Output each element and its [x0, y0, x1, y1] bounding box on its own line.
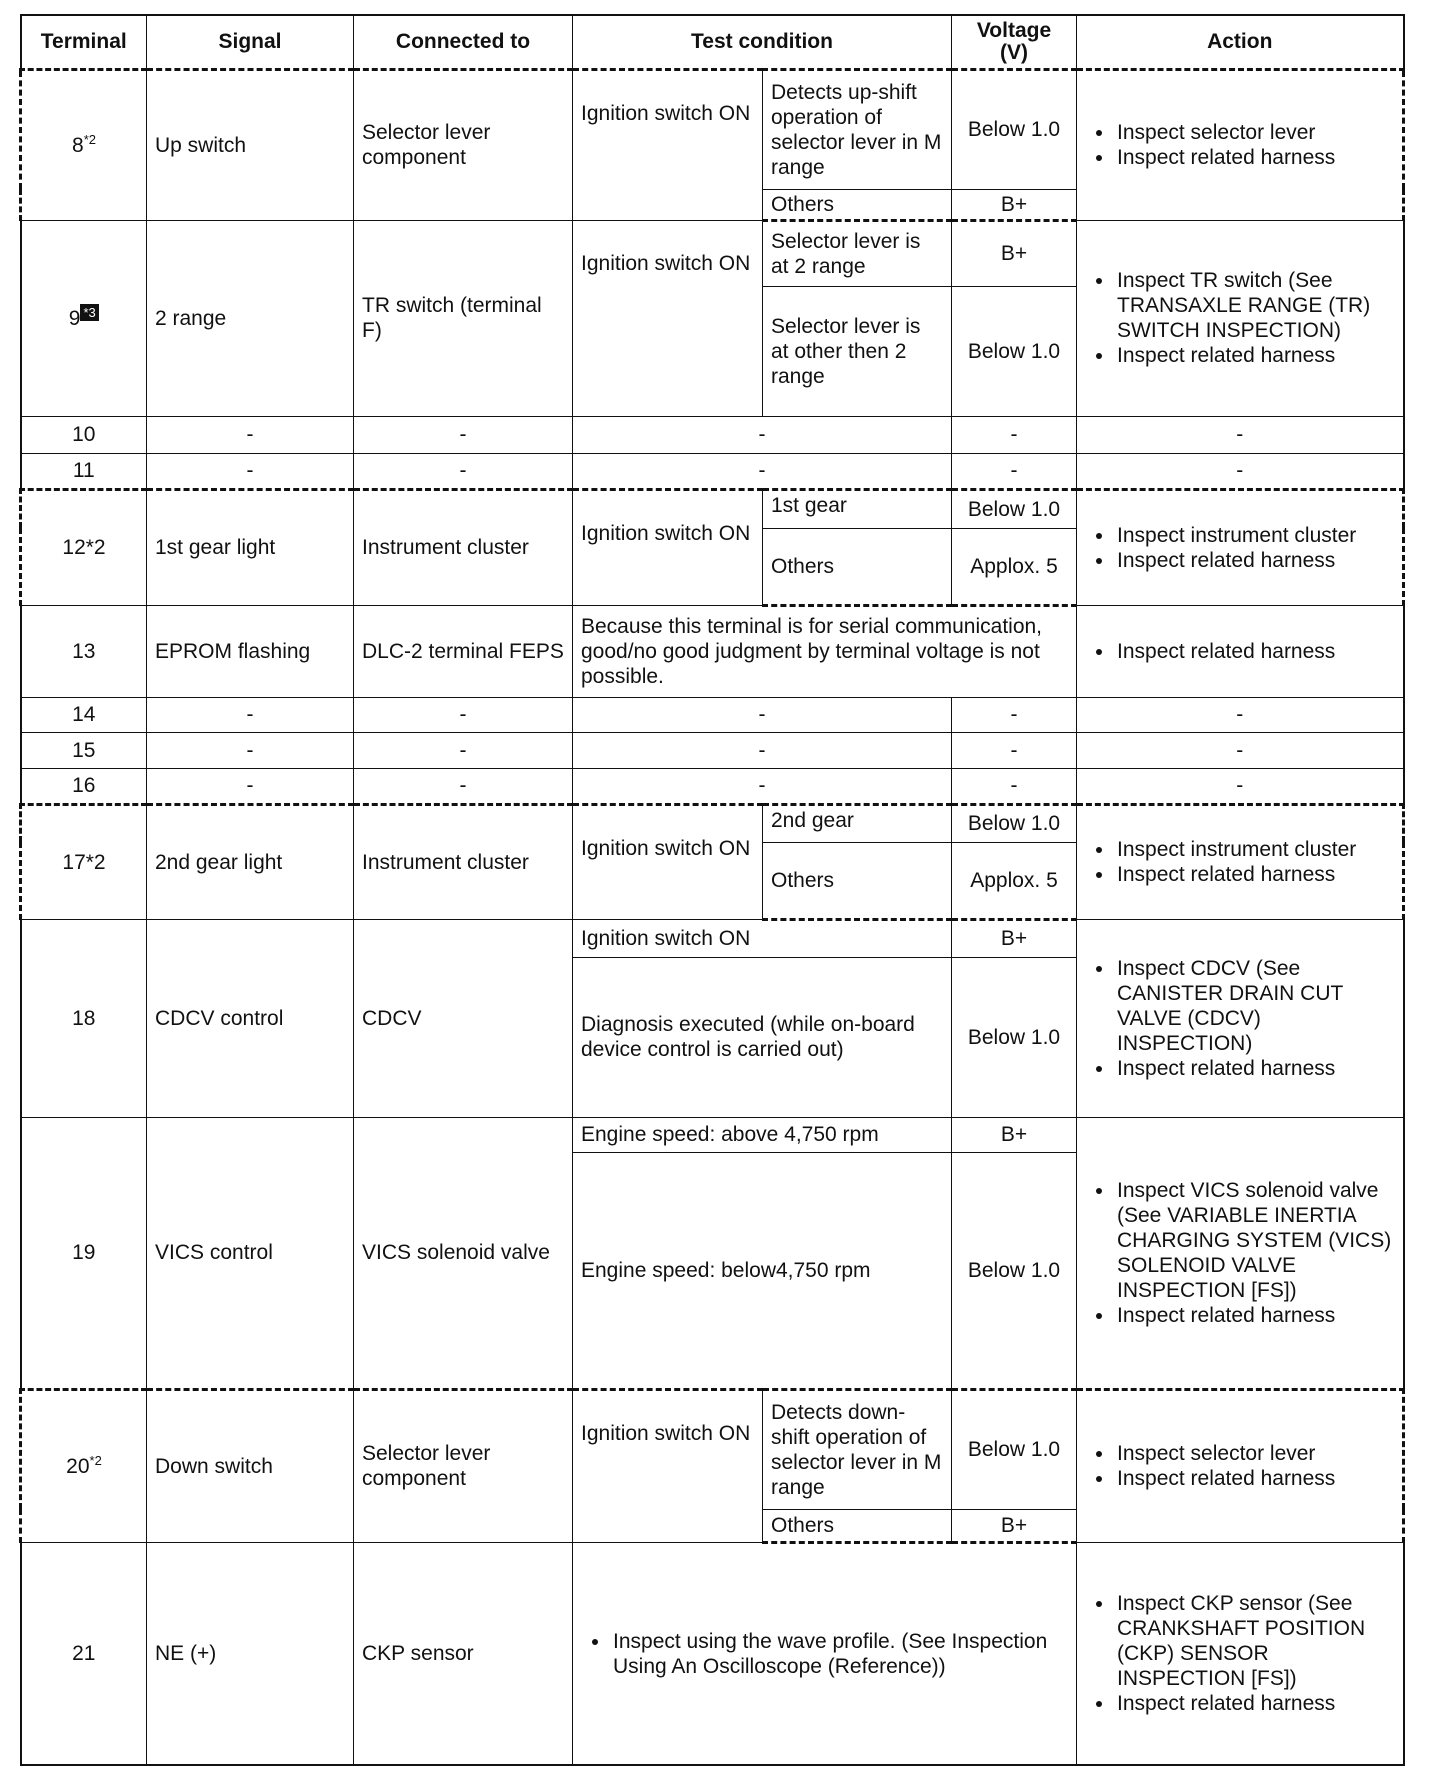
signal-cell: - [147, 416, 354, 453]
terminal-footnote: *2 [89, 1452, 102, 1468]
terminal-cell [21, 1389, 147, 1542]
action-item: • Inspect related harness [1115, 1466, 1394, 1491]
connected-to-cell: Selector lever component [354, 1389, 573, 1542]
terminal-number: 19 [72, 1241, 96, 1264]
signal-cell: VICS control [147, 1117, 354, 1389]
voltage-cell: Below 1.0 [952, 1152, 1077, 1389]
terminal-cell [21, 1542, 147, 1765]
terminal-number: 13 [72, 639, 96, 663]
test-condition-cell: Ignition switch ON [573, 1389, 763, 1542]
signal-cell: - [147, 732, 354, 768]
signal-cell: 2 range [147, 220, 354, 416]
test-condition-cell: Ignition switch ON [573, 220, 763, 416]
signal-cell: - [147, 697, 354, 732]
table-row [21, 416, 1404, 453]
connected-to-cell: - [354, 453, 573, 489]
terminal-footnote: *2 [83, 131, 96, 147]
action-cell: - [1077, 453, 1404, 489]
test-condition-cell: Ignition switch ON [573, 804, 763, 919]
table-row [21, 220, 1404, 286]
table-row [21, 1389, 1404, 1509]
voltage-cell: B+ [952, 189, 1077, 220]
action-item: • Inspect CKP sensor (See CRANKSHAFT POSITION (CKP) SENSOR INSPECTION [FS]) [1115, 1591, 1395, 1691]
terminal-number: 16 [72, 774, 96, 797]
voltage-cell: Below 1.0 [952, 489, 1077, 528]
sub-condition-cell: - [573, 697, 952, 732]
signal-cell: - [147, 768, 354, 804]
voltage-cell: - [952, 416, 1077, 453]
action-cell [1077, 605, 1404, 697]
action-item: • Inspect instrument cluster [1115, 837, 1394, 862]
terminal-cell [21, 605, 147, 697]
action-item: • Inspect CDCV (See CANISTER DRAIN CUT VALVE (CDCV) INSPECTION) [1115, 956, 1395, 1056]
terminal-number: 9 [68, 306, 81, 330]
connected-to-cell: - [354, 768, 573, 804]
terminal-cell [21, 489, 147, 605]
sub-condition-cell: 1st gear [763, 489, 952, 528]
action-cell [1077, 69, 1404, 220]
terminal-number: 18 [72, 1006, 96, 1030]
terminal-cell [21, 697, 147, 732]
action-item: • Inspect selector lever [1115, 1441, 1394, 1466]
action-item: • Inspect instrument cluster [1115, 523, 1394, 548]
note-list [581, 1629, 1068, 1679]
note-item: • Inspect using the wave profile. (See Inspection Using An Oscilloscope (Reference)) [611, 1629, 1068, 1679]
signal-cell: CDCV control [147, 919, 354, 1117]
terminal-cell [21, 804, 147, 919]
table-row [21, 732, 1404, 768]
terminal-cell [21, 1117, 147, 1389]
terminal-cell [21, 453, 147, 489]
sub-condition-cell: Engine speed: above 4,750 rpm [573, 1117, 952, 1152]
action-cell [1077, 1542, 1404, 1765]
terminal-number: 15 [72, 738, 96, 762]
sub-condition-cell: - [573, 453, 952, 489]
action-item: • Inspect related harness [1115, 862, 1394, 887]
header-row [21, 15, 1404, 69]
action-list [1085, 837, 1394, 887]
action-list [1085, 1591, 1395, 1716]
test-condition-note: Because this terminal is for serial communication, good/no good judgment by terminal voltage is not possible. [573, 605, 1077, 697]
voltage-cell: Applox. 5 [952, 842, 1077, 919]
action-cell: - [1077, 697, 1404, 732]
action-cell [1077, 804, 1404, 919]
action-list [1085, 120, 1394, 170]
action-list [1085, 639, 1395, 664]
voltage-cell: Applox. 5 [952, 528, 1077, 605]
voltage-cell: Below 1.0 [952, 286, 1077, 416]
action-item: • Inspect related harness [1115, 1303, 1395, 1328]
signal-cell: EPROM flashing [147, 605, 354, 697]
action-item: • Inspect related harness [1115, 639, 1395, 664]
terminal-number: 10 [72, 423, 96, 446]
sub-condition-cell: Others [763, 189, 952, 220]
action-item: • Inspect related harness [1115, 1691, 1395, 1716]
terminal-cell [21, 69, 147, 220]
sub-condition-cell: Others [763, 1509, 952, 1542]
table-row [21, 489, 1404, 528]
table-row [21, 804, 1404, 842]
voltage-cell: - [952, 732, 1077, 768]
action-item: • Inspect TR switch (See TRANSAXLE RANGE (TR) SWITCH INSPECTION) [1115, 268, 1395, 343]
action-cell [1077, 489, 1404, 605]
sub-condition-cell: - [573, 768, 952, 804]
terminal-number: 12*2 [62, 536, 106, 559]
terminal-cell [21, 732, 147, 768]
terminal-number: 20 [66, 1454, 90, 1478]
voltage-cell: B+ [952, 220, 1077, 286]
table-row [21, 768, 1404, 804]
header-voltage: Voltage (V) [952, 15, 1077, 69]
table-row [21, 1542, 1404, 1765]
test-condition-cell: Ignition switch ON [573, 69, 763, 220]
action-item: • Inspect VICS solenoid valve (See VARIABLE INERTIA CHARGING SYSTEM (VICS) SOLENOID VALVE INSPECTION [FS]) [1115, 1178, 1395, 1303]
table-row [21, 69, 1404, 189]
voltage-cell: Below 1.0 [952, 957, 1077, 1117]
voltage-cell: - [952, 768, 1077, 804]
voltage-cell: B+ [952, 919, 1077, 957]
connected-to-cell: Instrument cluster [354, 489, 573, 605]
signal-cell: 1st gear light [147, 489, 354, 605]
table-row [21, 605, 1404, 697]
terminal-footnote: *3 [80, 304, 98, 321]
terminal-cell [21, 919, 147, 1117]
connected-to-cell: DLC-2 terminal FEPS [354, 605, 573, 697]
table-row [21, 919, 1404, 957]
signal-cell: NE (+) [147, 1542, 354, 1765]
connected-to-cell: VICS solenoid valve [354, 1117, 573, 1389]
sub-condition-cell: Detects up-shift operation of selector lever in M range [763, 69, 952, 189]
signal-cell: - [147, 453, 354, 489]
voltage-cell: Below 1.0 [952, 69, 1077, 189]
sub-condition-cell: Engine speed: below4,750 rpm [573, 1152, 952, 1389]
action-item: • Inspect related harness [1115, 145, 1394, 170]
action-cell: - [1077, 768, 1404, 804]
terminal-number: 17*2 [62, 850, 106, 874]
connected-to-cell: - [354, 416, 573, 453]
sub-condition-cell: Others [763, 842, 952, 919]
sub-condition-cell: Selector lever is at 2 range [763, 220, 952, 286]
connected-to-cell: Instrument cluster [354, 804, 573, 919]
voltage-cell: Below 1.0 [952, 1389, 1077, 1509]
sub-condition-cell: Diagnosis executed (while on-board device control is carried out) [573, 957, 952, 1117]
action-cell [1077, 919, 1404, 1117]
voltage-cell: Below 1.0 [952, 804, 1077, 842]
connected-to-cell: TR switch (terminal F) [354, 220, 573, 416]
sub-condition-cell: Selector lever is at other then 2 range [763, 286, 952, 416]
sub-condition-cell: Detects down-shift operation of selector lever in M range [763, 1389, 952, 1509]
signal-cell: Up switch [147, 69, 354, 220]
voltage-cell: B+ [952, 1509, 1077, 1542]
action-list [1085, 1178, 1395, 1328]
terminal-cell [21, 416, 147, 453]
header-connected-to: Connected to [354, 15, 573, 69]
header-terminal: Terminal [21, 15, 147, 69]
action-list [1085, 268, 1395, 368]
terminal-number: 21 [72, 1641, 96, 1665]
table-row [21, 1117, 1404, 1152]
terminal-number: 14 [72, 703, 96, 726]
voltage-cell: - [952, 697, 1077, 732]
sub-condition-cell: - [573, 416, 952, 453]
header-test-condition: Test condition [573, 15, 952, 69]
terminal-cell [21, 768, 147, 804]
connected-to-cell: Selector lever component [354, 69, 573, 220]
action-cell [1077, 1389, 1404, 1542]
action-item: • Inspect related harness [1115, 343, 1395, 368]
connected-to-cell: - [354, 732, 573, 768]
table-row [21, 697, 1404, 732]
table-body [21, 69, 1404, 1765]
sub-condition-cell: Ignition switch ON [573, 919, 952, 957]
action-cell [1077, 1117, 1404, 1389]
connected-to-cell: - [354, 697, 573, 732]
terminal-voltage-table [19, 14, 1405, 1766]
signal-cell: 2nd gear light [147, 804, 354, 919]
test-condition-cell: Ignition switch ON [573, 489, 763, 605]
connected-to-cell: CKP sensor [354, 1542, 573, 1765]
action-list [1085, 523, 1394, 573]
header-action: Action [1077, 15, 1404, 69]
action-list [1085, 1441, 1394, 1491]
sub-condition-cell: - [573, 732, 952, 768]
terminal-number: 11 [72, 459, 95, 482]
action-item: • Inspect selector lever [1115, 120, 1394, 145]
action-item: • Inspect related harness [1115, 1056, 1395, 1081]
voltage-cell: B+ [952, 1117, 1077, 1152]
voltage-cell: - [952, 453, 1077, 489]
action-cell [1077, 220, 1404, 416]
connected-to-cell: CDCV [354, 919, 573, 1117]
sub-condition-cell: 2nd gear [763, 804, 952, 842]
action-cell: - [1077, 732, 1404, 768]
table-row [21, 453, 1404, 489]
action-cell: - [1077, 416, 1404, 453]
header-signal: Signal [147, 15, 354, 69]
signal-cell: Down switch [147, 1389, 354, 1542]
action-list [1085, 956, 1395, 1081]
action-item: • Inspect related harness [1115, 548, 1394, 573]
terminal-cell [21, 220, 147, 416]
sub-condition-cell: Others [763, 528, 952, 605]
test-condition-note [573, 1542, 1077, 1765]
terminal-number: 8 [72, 133, 84, 157]
